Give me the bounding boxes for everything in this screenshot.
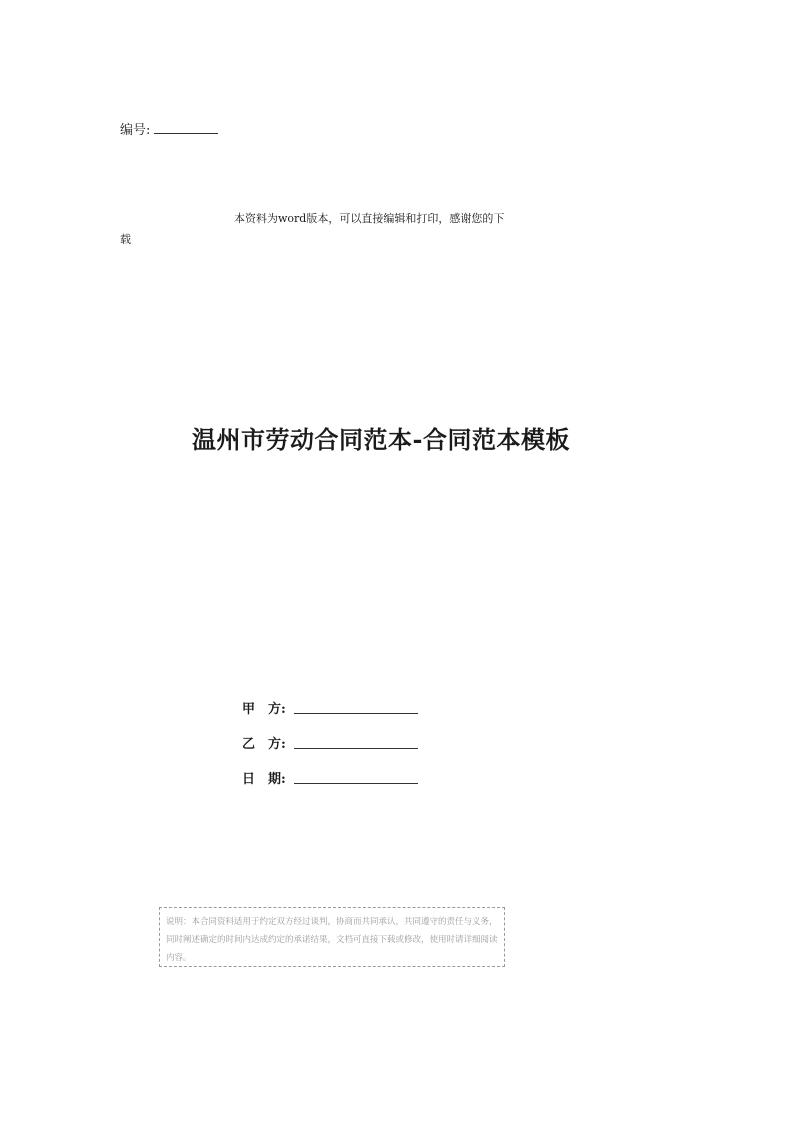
document-number-label: 编号: [120,123,151,138]
notice-text-line-1: 本资料为word版本，可以直接编辑和打印，感谢您的下 [234,212,505,225]
signing-block [242,690,442,795]
party-a-label: 甲 方: [242,702,286,717]
date-blank[interactable] [294,771,418,784]
notice-text-line-2: 载 [120,233,131,246]
party-a-row [242,690,442,725]
date-label: 日 期: [242,772,286,787]
page-title: 温州市劳动合同范本-合同范本模板 [192,425,570,454]
document-number-blank[interactable] [154,121,218,134]
party-b-row [242,725,442,760]
document-number [120,121,218,140]
explanation-box [159,907,505,967]
party-b-label: 乙 方: [242,737,286,752]
date-row [242,760,442,795]
party-a-blank[interactable] [294,701,418,714]
party-b-blank[interactable] [294,736,418,749]
explanation-text: 说明：本合同资料适用于约定双方经过谈判，协商而共同承认，共同遵守的责任与义务，同时阐述确定的时间内达成约定的承诺结果，文档可直接下载或修改，使用时请详细阅读内容。 [166,917,498,963]
